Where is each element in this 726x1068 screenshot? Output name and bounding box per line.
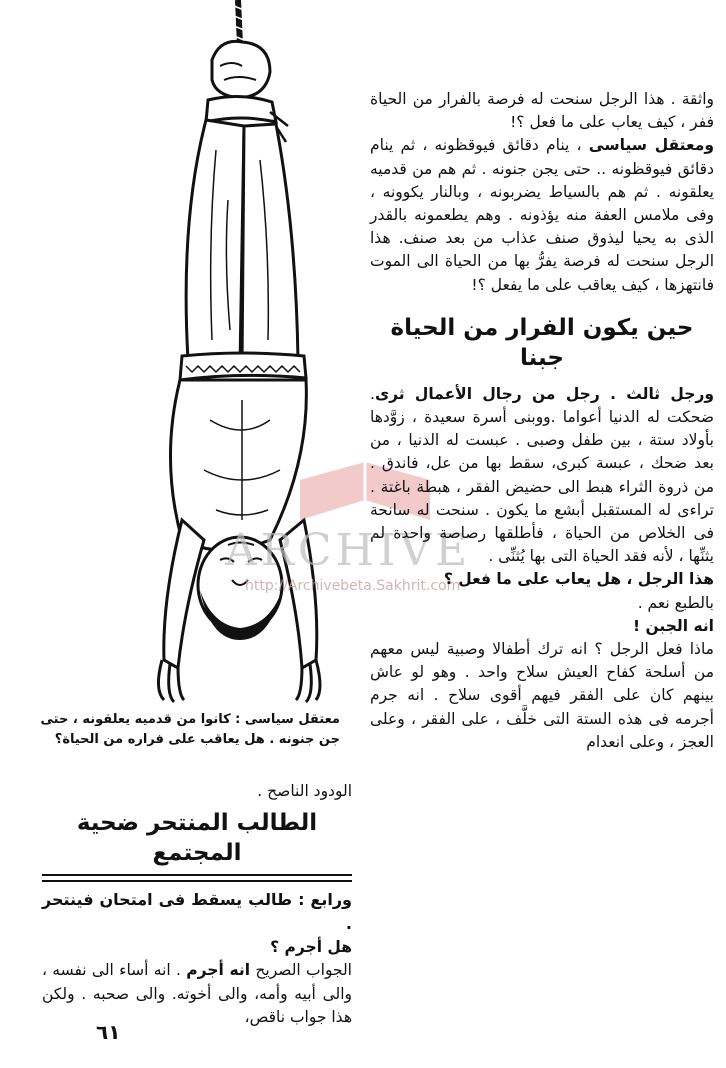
section-heading: حين يكون الفرار من الحياة جبنا [390,314,694,371]
hanging-man-illustration [120,0,330,705]
question-line: هذا الرجل ، هل يعاب على ما فعل ؟ [443,570,714,589]
right-column [370,88,714,754]
lead-text: ومعتقل سياسى [588,136,714,155]
paragraph-text: ، ينام دقائق فيوقظونه ، ثم ينام دقائق فيوقظونه .. حتى يجن جنونه . ثم هم من قدميه يعلقونه . ثم هم بالسياط يضربونه ، وبالنار يكوونه ، وفى ملامس العفة منه يؤذونه . وهم يطعمونه بالقدر الذى به يحيا ليذوق صنف عذاب من بعد صنف. هذا الرجل سنحت له فرصة يفرُّ بها من الحياة الى الموت فانتهزها ، كيف يعاقب على ما يفعل ؟! [370,136,714,294]
paragraph [370,383,714,569]
watermark-url: http://Archivebeta.Sakhrit.com [245,578,461,594]
emphasis-text: انه أجرم [186,961,251,979]
section-heading: الطالب المنتحر ضحية المجتمع [42,808,352,876]
paragraph [370,134,714,296]
subheading: ورابع : طالب يسقط فى امتحان فينتحر . [42,880,352,936]
page-number: ٦١ [96,1020,121,1044]
paragraph-text: . انه أساء الى نفسه ، والى أبيه وأمه، والى أخوته. والى صحبه . ولكن هذا جواب ناقص، [42,961,352,1026]
paragraph: ماذا فعل الرجل ؟ انه ترك أطفالا وصبية ليس معهم من أسلحة كفاح العيش سلاح واحد . وهو لو عاش بينهم كان على الفقر فيهم أقوى سلاح . انه جرم أجرمه فى هذه الستة التى خلَّف ، على الفقر ، وعلى العجز ، وعلى انعدام [370,640,714,751]
left-column [42,780,352,1030]
paragraph-text: الجواب الصريح [255,961,352,979]
paragraph: واثقة . هذا الرجل سنحت له فرصة بالفرار من الحياة ففر ، كيف يعاب على ما فعل ؟! [370,90,714,132]
watermark-text: ARCHIVE [225,525,472,576]
answer-line: بالطبع نعم . [637,593,714,612]
question-line: هل أجرم ؟ [270,937,352,956]
answer-line: انه الجبن ! [633,616,714,635]
illustration-caption: معتقل سياسى : كانوا من قدميه يعلقونه ، حتى جن جنونه . هل يعاقب على فراره من الحياة؟ [40,712,340,747]
paragraph-text: . ضحكت له الدنيا أعواما .ووبنى أسرة سعيدة ، زوَّدها بأولاد ستة ، بين طفل وصبى . عبست له الدنيا ، من بعد ضحك ، عبسة كبرى، سقط بها من عل، فاندق . من ذروة الثراء هبط الى حضيض الفقر ، هبطة باغتة . تراءى له المستقبل أبشع ما يكون . سنحت له سانحة فى الخلاص من الحياة ، فأطلقها رصاصة واحدة لم يثنِّها ، لأنه فقد الحياة التى بها يُثنِّى . [370,384,714,566]
paragraph-end: الودود الناصح . [257,782,352,800]
lead-text: ورجل ثالث . رجل من رجال الأعمال ثرى [374,384,714,403]
paragraph [42,959,352,1030]
